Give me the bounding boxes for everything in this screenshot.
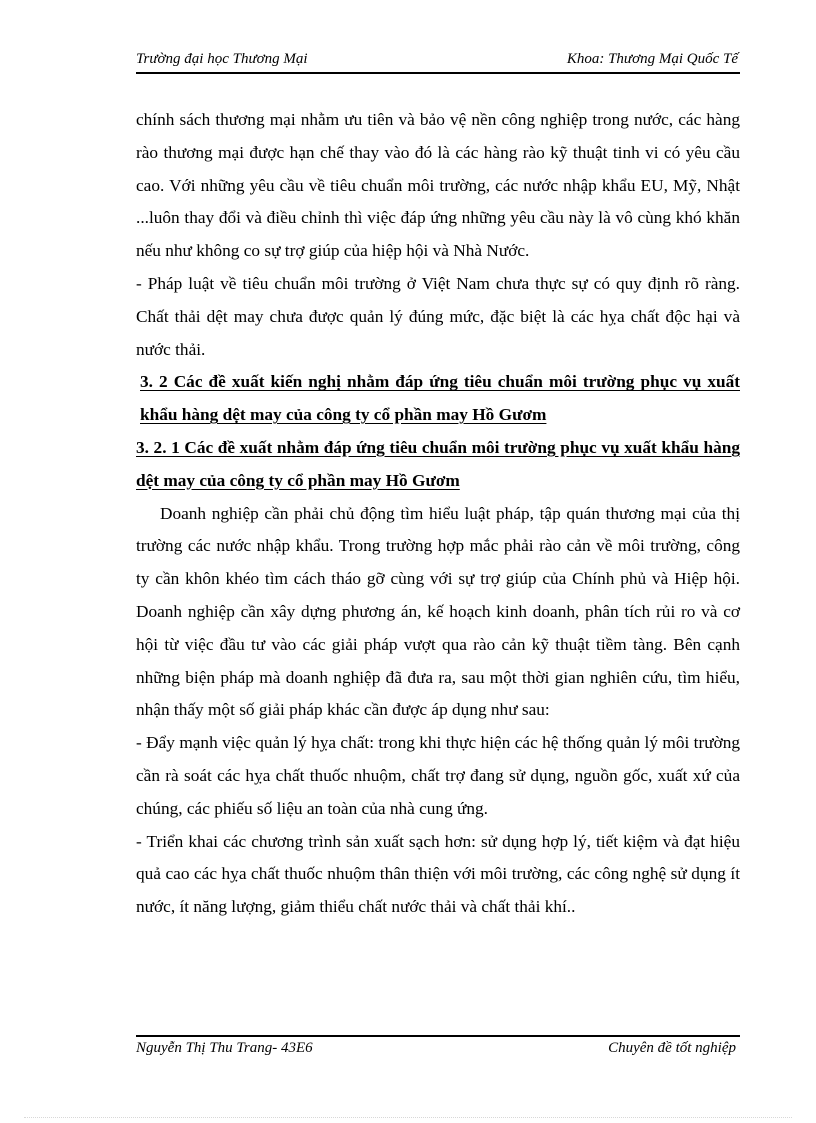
page-bottom-edge bbox=[24, 1117, 792, 1118]
header-university: Trường đại học Thương Mại bbox=[136, 51, 308, 67]
document-body bbox=[136, 104, 740, 924]
footer-divider bbox=[136, 1035, 740, 1037]
header-divider bbox=[136, 72, 740, 74]
footer-document-type: Chuyên đề tốt nghiệp bbox=[608, 1040, 736, 1056]
paragraph-trade-policy: chính sách thương mại nhằm ưu tiên và bảo vệ nền công nghiệp trong nước, các hàng rào thương mại được hạn chế thay vào đó là các hàng rào kỹ thuật tinh vi có yêu cầu cao. Với những yêu cầu về tiêu chuẩn môi trường, các nước nhập khẩu EU, Mỹ, Nhật ...luôn thay đổi và điều chỉnh thì việc đáp ứng những yêu cầu này là vô cùng khó khăn nếu như không co sự trợ giúp của hiệp hội và Nhà Nước. bbox=[136, 110, 740, 261]
paragraph-chemical-management: - Đẩy mạnh việc quản lý hỵa chất: trong khi thực hiện các hệ thống quản lý môi trường cần rà soát các hỵa chất thuốc nhuộm, chất trợ đang sử dụng, nguồn gốc, xuất xứ của chúng, các phiếu số liệu an toàn của nhà cung ứng. bbox=[136, 733, 740, 818]
header-faculty: Khoa: Thương Mại Quốc Tế bbox=[566, 51, 738, 67]
section-heading-3-2-1: 3. 2. 1 Các đề xuất nhằm đáp ứng tiêu chuẩn môi trường phục vụ xuất khẩu hàng dệt may của công ty cổ phần may Hồ Gươm bbox=[136, 437, 740, 490]
section-heading-3-2: 3. 2 Các đề xuất kiến nghị nhằm đáp ứng tiêu chuẩn môi trường phục vụ xuất khẩu hàng dệt may của công ty cổ phần may Hồ Gươm bbox=[140, 372, 740, 425]
paragraph-enterprise-proactive: Doanh nghiệp cần phải chủ động tìm hiểu luật pháp, tập quán thương mại của thị trường các nước nhập khẩu. Trong trường hợp mắc phải rào cản về môi trường, công ty cần khôn khéo tìm cách tháo gỡ cùng với sự trợ giúp của Chính phủ và Hiệp hội. Doanh nghiệp cần xây dựng phương án, kế hoạch kinh doanh, phân tích rủi ro và cơ hội từ việc đầu tư vào các giải pháp vượt qua rào cản kỹ thuật tiềm tàng. Bên cạnh những biện pháp mà doanh nghiệp đã đưa ra, sau một thời gian nghiên cứu, tìm hiểu, nhận thấy một số giải pháp khác cần được áp dụng như sau: bbox=[136, 503, 740, 720]
page-header bbox=[136, 48, 740, 72]
paragraph-cleaner-production: - Triển khai các chương trình sản xuất sạch hơn: sử dụng hợp lý, tiết kiệm và đạt hiệu quả cao các hỵa chất thuốc nhuộm thân thiện với môi trường, các công nghệ sử dụng ít nước, ít năng lượng, giảm thiểu chất nước thải và chất thải khí.. bbox=[136, 831, 740, 917]
footer-author: Nguyễn Thị Thu Trang- 43E6 bbox=[136, 1040, 313, 1056]
paragraph-environment-law: - Pháp luật về tiêu chuẩn môi trường ở Việt Nam chưa thực sự có quy định rõ ràng. Chất thải dệt may chưa được quản lý đúng mức, đặc biệt là các hỵa chất độc hại và nước thải. bbox=[136, 273, 740, 359]
page-footer bbox=[136, 1040, 740, 1062]
